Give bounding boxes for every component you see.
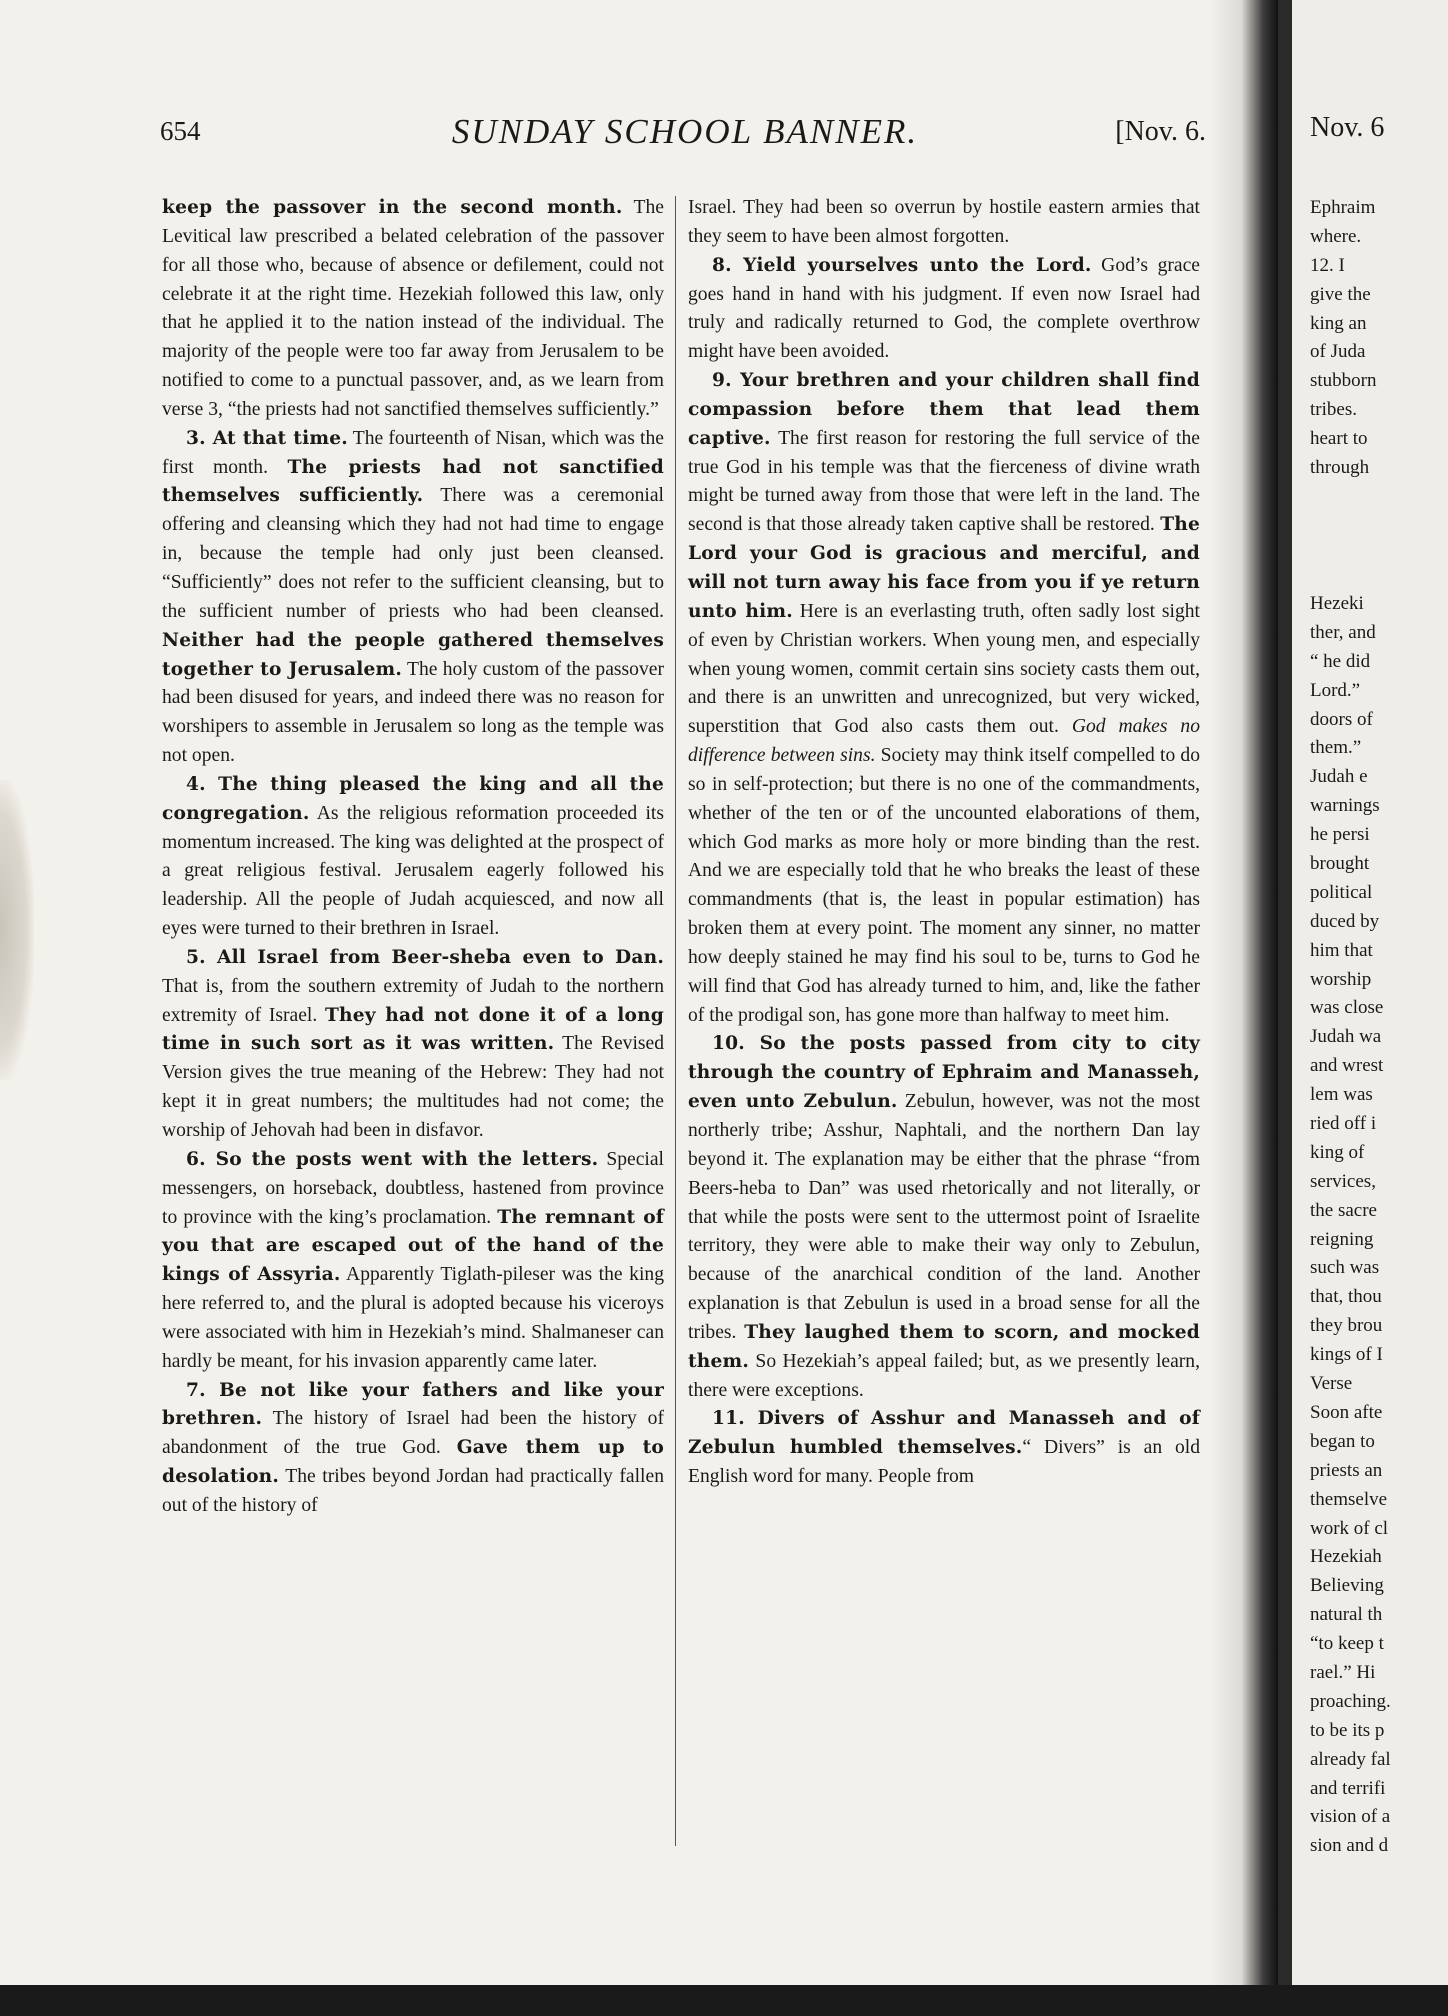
facing-page-line: Ephraim <box>1310 197 1376 218</box>
facing-page-line: “to keep t <box>1310 1633 1384 1655</box>
facing-page-line: reigning <box>1310 1228 1374 1250</box>
page-number: 654 <box>160 116 201 146</box>
facing-page-line: and wrest <box>1310 1055 1384 1077</box>
facing-page-line: he persi <box>1310 824 1370 846</box>
facing-page-line: ther, and <box>1310 621 1376 643</box>
facing-page-line: Hezekiah <box>1310 1546 1382 1568</box>
paragraph: 6. So the posts went with the letters. Special messengers, on horseback, doubtless, hastened from province to province with the king’s proclamation. The remnant of you that are escaped out of the hand of the kings of Assyria. Apparently Tiglath-pileser was the king here referred to, and the plural is adopted because his viceroys were associated with him in Hezekiah’s mind. Shalmaneser can hardly be meant, for his invasion apparently came later. <box>162 1148 665 1372</box>
facing-page-line: rael.” Hi <box>1310 1661 1376 1683</box>
running-title: SUNDAY SCHOOL BANNER. <box>451 112 919 151</box>
facing-page-line: give the <box>1310 283 1371 305</box>
facing-page-line: ried off i <box>1310 1113 1377 1135</box>
facing-page-line: Hezeki <box>1310 593 1364 614</box>
paragraph: 3. At that time. The fourteenth of Nisan, which was the first month. The priests had not sanctified themselves sufficiently. There was a ceremonial offering and cleansing which they had not had time to engage in, because the temple had only just been cleansed. “Sufficiently” does not refer to the sufficient cleansing, but to the sufficient number of priests who had been cleansed. Neither had the people gathered themselves together to Jerusalem. The holy custom of the passover had been disused for years, and indeed there was no reason for worshipers to assemble in Jerusalem so long as the temple was not open. <box>162 427 664 767</box>
page-stain <box>0 780 34 1080</box>
paragraph: 10. So the posts passed from city to city through the country of Ephraim and Manasseh, even unto Zebulun. Zebulun, however, was not the most northerly tribe; Asshur, Naphtali, and the northern Dan lay beyond it. The explanation may be either that the phrase “from Beers-heba to Dan” was used rhetorically and not literally, or that while the posts were sent to the uttermost point of Israelite territory, they were able to make their way only to Zebulun, because of the anarchical condition of the land. Another explanation is that Zebulun is used in a broad sense for all the tribes. They laughed them to scorn, and mocked them. So Hezekiah’s appeal failed; but, as we presently learn, there were exceptions. <box>688 1033 1201 1401</box>
facing-page-line: him that <box>1310 939 1373 961</box>
facing-page-line: lem was <box>1310 1084 1373 1106</box>
facing-page-line: Believing <box>1310 1575 1384 1597</box>
paragraph: 8. Yield yourselves unto the Lord. God’s grace goes hand in hand with his judgment. If even now Israel had truly and radically returned to God, the complete overthrow might have been avoided. <box>688 254 1200 363</box>
scan-edge <box>0 1985 1448 2016</box>
facing-page-line: that, thou <box>1310 1286 1382 1308</box>
facing-page-line: services, <box>1310 1170 1376 1192</box>
facing-page-header: Nov. 6 <box>1310 112 1385 143</box>
facing-page-line: where. <box>1310 225 1362 247</box>
paragraph: 7. Be not like your fathers and like your brethren. The history of Israel had been the history of abandonment of the true God. Gave them up to desolation. The tribes beyond Jordan had practically fallen out of the history of <box>162 1379 664 1516</box>
facing-page-line: doors of <box>1310 708 1373 730</box>
facing-page-line: 12. I <box>1310 254 1345 276</box>
facing-page-line: natural th <box>1310 1604 1383 1626</box>
facing-page-line: work of cl <box>1310 1517 1389 1539</box>
paragraph: 11. Divers of Asshur and Manasseh and of Zebulun humbled themselves.“ Divers” is an old English word for many. People from <box>688 1408 1200 1488</box>
facing-page-line: Verse <box>1310 1373 1353 1395</box>
paragraph: keep the passover in the second month. The Levitical law prescribed a belated celebration of the passover for all those who, because of absence or defilement, could not celebrate it at the right time. Hezekiah followed this law, only that he applied it to the nation instead of the individual. The majority of the people were too far away from Jerusalem to be notified to come to a punctual passover, and, as we learn from verse 3, “the priests had not sanctified themselves sufficiently.” <box>162 197 664 420</box>
facing-page-line: and terrifi <box>1310 1777 1386 1799</box>
facing-page-line: tribes. <box>1310 399 1357 421</box>
facing-page-line: of Juda <box>1310 341 1366 363</box>
facing-page-line: Soon afte <box>1310 1401 1383 1423</box>
facing-page-line: was close <box>1310 997 1384 1019</box>
facing-page-line: “ he did <box>1310 650 1371 672</box>
facing-page-line: themselve <box>1310 1488 1388 1510</box>
facing-page-line: worship <box>1310 968 1372 990</box>
paragraph: 9. Your brethren and your children shall find compassion before them that lead them captive. The first reason for restoring the full service of the true God in his temple was that the fierceness of divine wrath might be turned away from those that were left in the land. The second is that those already taken captive shall be restored. The Lord your God is gracious and merciful, and will not turn away his face from you if ye return unto him. Here is an everlasting truth, often sadly lost sight of even by Christian workers. When young men, and especially when young women, commit certain sins society casts them out, and there is an unwritten and unrecognized, but very wicked, superstition that God also casts them out. God makes no difference between sins. Society may think itself compelled to do so in self-protection; but there is no one of the commandments, whether of the ten or of the uncounted elaborations of them, which God marks as more holy or more binding than the rest. And we are especially told that he who breaks the least of these commandments (that is, the least in popular estimation) has broken them at every point. The moment any sinner, no matter how deeply stained he may find his soul to be, turns to God he will find that God has already turned to him, and, like the father of the prodigal son, has gone more than halfway to meet him. <box>688 370 1200 1026</box>
facing-page-line: priests an <box>1310 1459 1383 1481</box>
facing-page-line: the sacre <box>1310 1199 1377 1221</box>
facing-page <box>1292 0 1448 2016</box>
facing-page-text-top <box>1310 194 1377 483</box>
facing-page-line: proaching. <box>1310 1690 1391 1712</box>
facing-page-line: heart to <box>1310 428 1368 450</box>
facing-page-line: sion and d <box>1310 1835 1389 1857</box>
facing-page-line: king an <box>1310 312 1367 334</box>
left-column <box>162 194 664 1521</box>
facing-page-line: stubborn <box>1310 370 1377 392</box>
facing-page-line: king of <box>1310 1141 1365 1163</box>
paragraph: 5. All Israel from Beer-sheba even to Dan. That is, from the southern extremity of Judah to the northern extremity of Israel. They had not done it of a long time in such sort as it was written. The Revised Version gives the true meaning of the Hebrew: They had not kept it in great numbers; the multitudes had not come; the worship of Jehovah had been in disfavor. <box>162 946 665 1141</box>
facing-page-line: Judah e <box>1310 766 1368 788</box>
facing-page-line: Lord.” <box>1310 679 1361 701</box>
facing-page-line: through <box>1310 457 1370 479</box>
paragraph: Israel. They had been so overrun by hostile eastern armies that they seem to have been almost forgotten. <box>688 197 1200 247</box>
page-header <box>160 112 1210 156</box>
facing-page-line: warnings <box>1310 795 1380 817</box>
facing-page-line: to be its p <box>1310 1719 1385 1741</box>
column-divider <box>675 196 676 1846</box>
facing-page-line: already fal <box>1310 1748 1391 1770</box>
facing-page-line: vision of a <box>1310 1806 1391 1828</box>
facing-page-line: began to <box>1310 1430 1375 1452</box>
facing-page-line: brought <box>1310 853 1370 875</box>
facing-page-line: Judah wa <box>1310 1026 1382 1048</box>
facing-page-line: they brou <box>1310 1315 1383 1337</box>
facing-page-line: political <box>1310 881 1373 903</box>
facing-page-line: duced by <box>1310 910 1380 932</box>
facing-page-line: kings of I <box>1310 1344 1383 1366</box>
right-column <box>688 194 1200 1492</box>
facing-page-text-bottom <box>1310 590 1391 1861</box>
paragraph: 4. The thing pleased the king and all the congregation. As the religious reformation proceeded its momentum increased. The king was delighted at the prospect of a great religious festival. Jerusalem eagerly followed his leadership. All the people of Judah acquiesced, and now all eyes were turned to their brethren in Israel. <box>162 773 664 940</box>
facing-page-line: such was <box>1310 1257 1380 1279</box>
book-spine <box>1242 0 1278 1985</box>
page-date: [Nov. 6. <box>1115 116 1206 147</box>
facing-page-line: them.” <box>1310 737 1362 759</box>
